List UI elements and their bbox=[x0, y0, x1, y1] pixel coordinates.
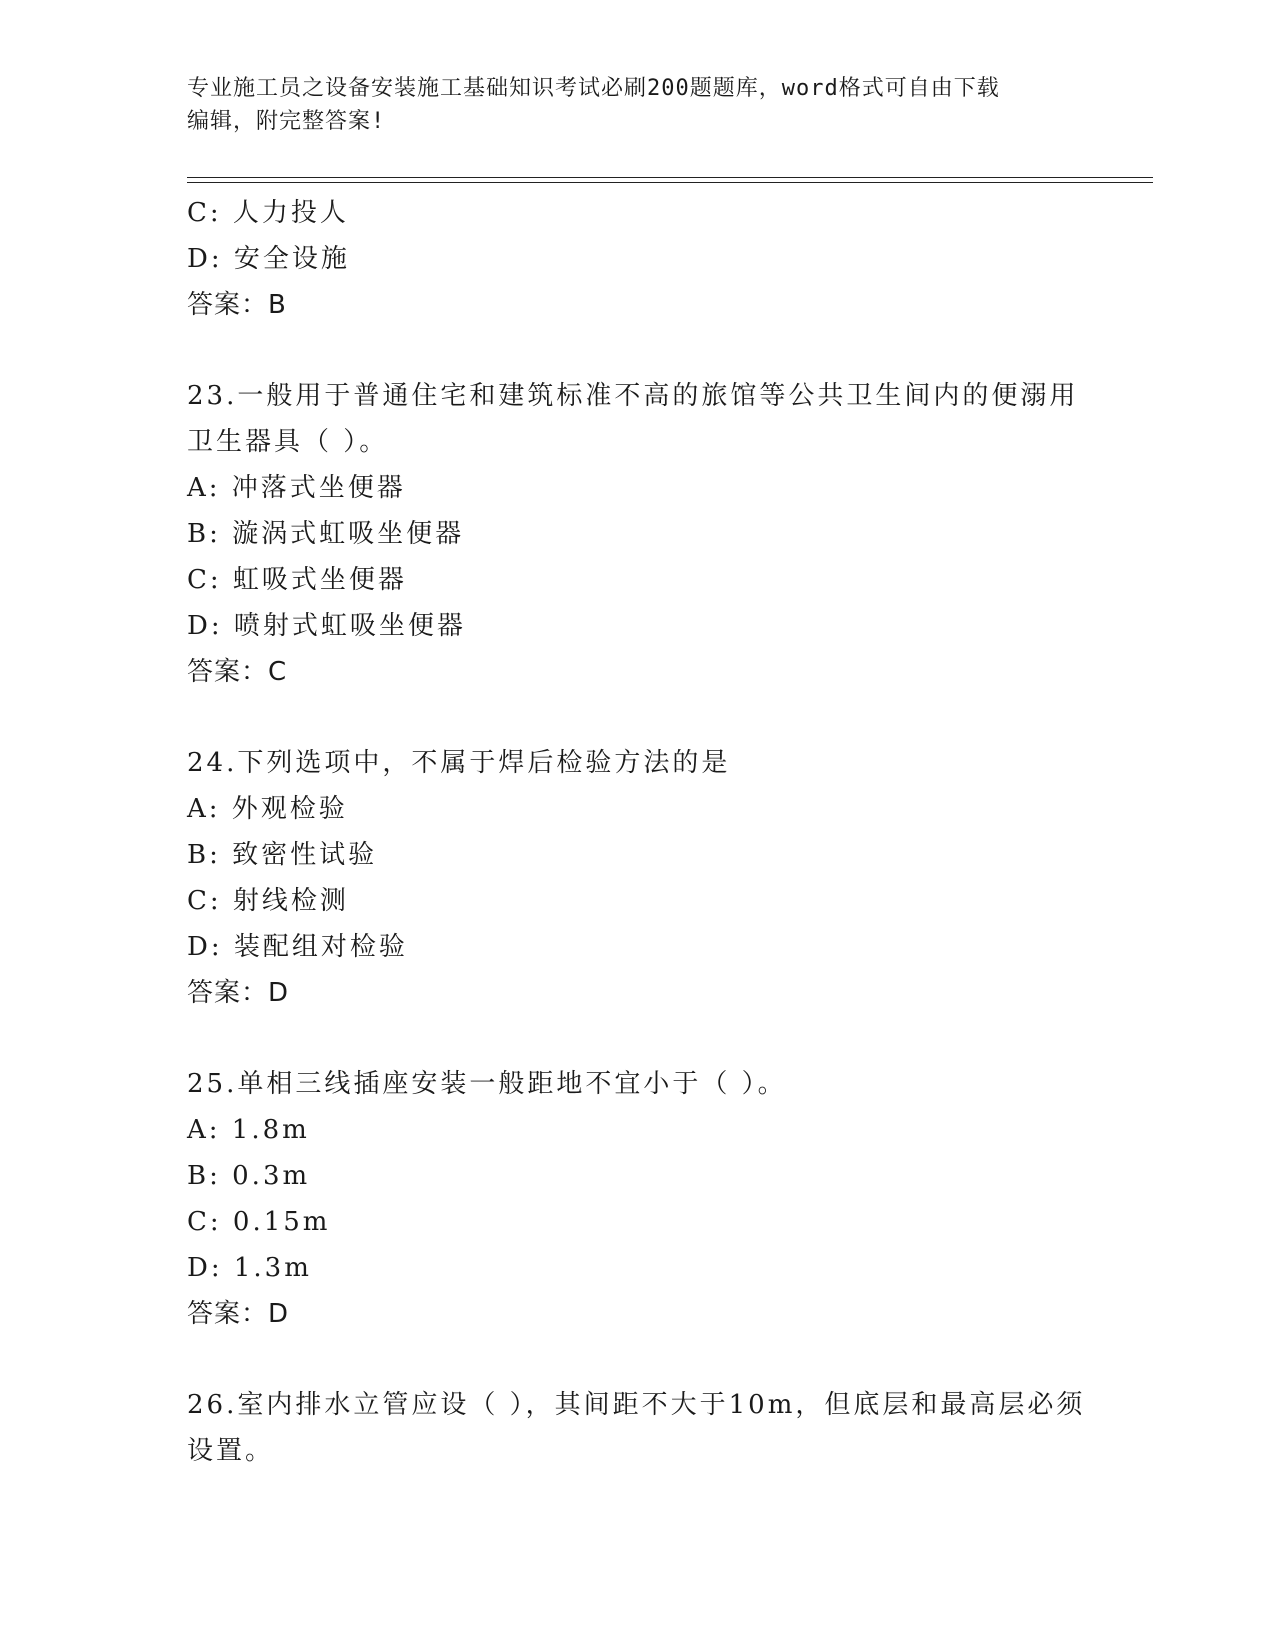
question-stem-line: 23.一般用于普通住宅和建筑标准不高的旅馆等公共卫生间内的便溺用 bbox=[187, 381, 1079, 411]
header-title-line-2: 编辑，附完整答案! bbox=[187, 109, 386, 134]
question-23 bbox=[187, 373, 1107, 695]
question-stem-line: 24.下列选项中，不属于焊后检验方法的是 bbox=[187, 748, 731, 778]
question-list bbox=[187, 190, 1107, 1474]
question-stem-line: 卫生器具（ ）。 bbox=[187, 427, 389, 457]
header-rule-bottom bbox=[187, 182, 1153, 183]
option-b: B: 0.3m bbox=[187, 1161, 311, 1191]
option-a: A: 1.8m bbox=[187, 1115, 310, 1145]
option-d: D: 1.3m bbox=[187, 1253, 312, 1283]
answer-line: 答案：D bbox=[187, 1299, 290, 1329]
option-b: B: 致密性试验 bbox=[187, 840, 378, 870]
spacer bbox=[187, 1337, 1107, 1382]
answer-line: 答案：D bbox=[187, 978, 290, 1008]
option-d: D: 安全设施 bbox=[187, 244, 350, 274]
option-a: A: 外观检验 bbox=[187, 794, 348, 824]
option-d: D: 喷射式虹吸坐便器 bbox=[187, 611, 466, 641]
question-stem-line: 26.室内排水立管应设（ ），其间距不大于10m，但底层和最高层必须 bbox=[187, 1390, 1086, 1420]
option-c: C: 射线检测 bbox=[187, 886, 349, 916]
option-b: B: 漩涡式虹吸坐便器 bbox=[187, 519, 465, 549]
option-c: C: 虹吸式坐便器 bbox=[187, 565, 407, 595]
option-d: D: 装配组对检验 bbox=[187, 932, 408, 962]
option-a: A: 冲落式坐便器 bbox=[187, 473, 406, 503]
answer-line: 答案：C bbox=[187, 657, 288, 687]
document-header bbox=[187, 72, 1067, 138]
question-24 bbox=[187, 740, 1107, 1016]
option-c: C: 人力投人 bbox=[187, 198, 349, 228]
spacer bbox=[187, 328, 1107, 373]
header-rule-top bbox=[187, 177, 1153, 178]
question-25 bbox=[187, 1061, 1107, 1337]
spacer bbox=[187, 1016, 1107, 1061]
option-c: C: 0.15m bbox=[187, 1207, 331, 1237]
question-stem-line: 25.单相三线插座安装一般距地不宜小于（ ）。 bbox=[187, 1069, 787, 1099]
spacer bbox=[187, 695, 1107, 740]
answer-line: 答案：B bbox=[187, 290, 287, 320]
header-title-line-1: 专业施工员之设备安装施工基础知识考试必刷200题题库，word格式可自由下载 bbox=[187, 76, 1000, 101]
question-22-continued bbox=[187, 190, 1107, 328]
question-stem-line: 设置。 bbox=[187, 1436, 275, 1466]
question-26 bbox=[187, 1382, 1107, 1474]
